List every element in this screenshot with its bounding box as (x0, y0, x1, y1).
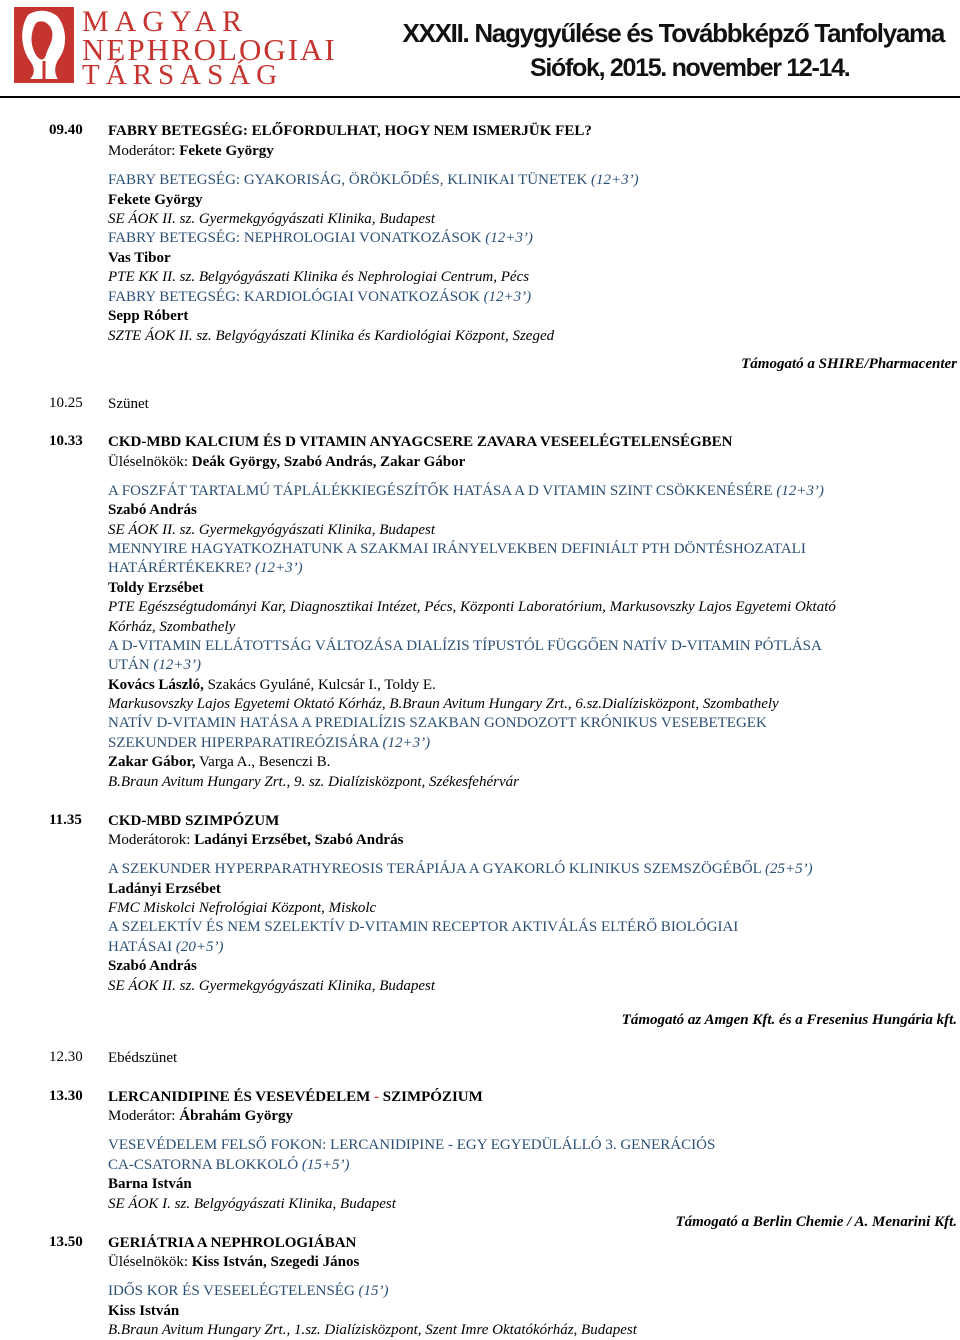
speaker-name: Fekete György (108, 192, 203, 208)
kidney-emblem-icon (14, 5, 76, 85)
session-title: CKD-MBD SZIMPÓZUM (108, 813, 280, 829)
conference-place-date: Siófok, 2015. november 12-14. (530, 54, 850, 82)
speakers-line: Kovács László, Szakács Gyuláné, Kulcsár I., Toldy E. (108, 677, 436, 693)
affiliation: SE ÁOK II. sz. Gyermekgyógyászati Klinika, Budapest (108, 522, 436, 538)
talk-title: IDŐS KOR ÉS VESEELÉGTELENSÉG (15’) (108, 1283, 389, 1299)
conference-title: XXXII. Nagygyűlése és Továbbképző Tanfolyama (402, 18, 944, 48)
talk-title: A SZELEKTÍV ÉS NEM SZELEKTÍV D-VITAMIN RECEPTOR AKTIVÁLÁS ELTÉRŐ BIOLÓGIAI (108, 919, 739, 935)
affiliation-cont: Kórház, Szombathely (108, 619, 236, 635)
affiliation: SE ÁOK II. sz. Gyermekgyógyászati Klinika, Budapest (108, 211, 436, 227)
talk-title: FABRY BETEGSÉG: KARDIOLÓGIAI VONATKOZÁSOK (12+3’) (108, 289, 532, 305)
sponsor-note: Támogató a SHIRE/Pharmacenter (741, 356, 957, 372)
session-title: FABRY BETEGSÉG: ELŐFORDULHAT, HOGY NEM ISMERJÜK FEL? (108, 123, 592, 139)
sponsor-note: Támogató az Amgen Kft. és a Fresenius Hungária kft. (621, 1012, 957, 1028)
logo-text-line-2: NEPHROLOGIAI (82, 32, 337, 67)
moderator-line: Moderátor: Ábrahám György (108, 1108, 293, 1124)
speaker-name: Ladányi Erzsébet (108, 881, 221, 897)
session-title: LERCANIDIPINE ÉS VESEVÉDELEM - SZIMPÓZIUM (108, 1089, 483, 1105)
speaker-name: Vas Tibor (108, 250, 171, 266)
break-label: Szünet (108, 396, 149, 412)
talk-title: FABRY BETEGSÉG: NEPHROLOGIAI VONATKOZÁSOK (12+3’) (108, 230, 533, 246)
affiliation: FMC Miskolci Nefrológiai Központ, Miskolc (108, 900, 377, 916)
moderator-line: Moderátorok: Ladányi Erzsébet, Szabó András (108, 832, 404, 848)
affiliation: SE ÁOK I. sz. Belgyógyászati Klinika, Budapest (108, 1196, 396, 1212)
affiliation: B.Braun Avitum Hungary Zrt., 1.sz. Dialízisközpont, Szent Imre Oktatókórház, Budapest (108, 1322, 637, 1338)
speaker-name: Toldy Erzsébet (108, 580, 204, 596)
moderator-line (108, 142, 274, 160)
talk-title: NATÍV D-VITAMIN HATÁSA A PREDIALÍZIS SZAKBAN GONDOZOTT KRÓNIKUS VESEBETEGEK (108, 715, 767, 731)
talk-title: A FOSZFÁT TARTALMÚ TÁPLÁLÉKKIEGÉSZÍTŐK HATÁSA A D VITAMIN SZINT CSÖKKENÉSÉRE (12+3’) (108, 483, 824, 499)
session-time: 11.35 (49, 812, 82, 828)
header-divider (0, 96, 960, 98)
moderator-name: Fekete György (179, 143, 274, 159)
speaker-name: Szabó András (108, 958, 197, 974)
talk-title: A SZEKUNDER HYPERPARATHYREOSIS TERÁPIÁJA A GYAKORLÓ KLINIKUS SZEMSZÖGÉBŐL (25+5’) (108, 861, 813, 877)
chairs-line: Üléselnökök: Kiss István, Szegedi János (108, 1254, 360, 1270)
sponsor-note: Támogató a Berlin Chemie / A. Menarini Kft. (675, 1214, 957, 1230)
affiliation: PTE KK II. sz. Belgyógyászati Klinika és Nephrologiai Centrum, Pécs (108, 269, 530, 285)
affiliation: SE ÁOK II. sz. Gyermekgyógyászati Klinika, Budapest (108, 978, 436, 994)
break-time: 10.25 (49, 395, 83, 411)
society-logo (14, 5, 364, 91)
session-time: 13.50 (49, 1234, 83, 1250)
talk-title-cont: CA-CSATORNA BLOKKOLÓ (15+5’) (108, 1157, 350, 1173)
logo-text-line-3: TÁRSASÁG (82, 59, 284, 91)
talk-title-cont: HATÁRÉRTÉKEKRE? (12+3’) (108, 560, 303, 576)
session-time: 10.33 (49, 433, 83, 449)
affiliation: PTE Egészségtudományi Kar, Diagnosztikai Intézet, Pécs, Központi Laboratórium, Markusovszky Lajos Egyetemi Oktató (108, 599, 836, 615)
speakers-line: Zakar Gábor, Varga A., Besenczi B. (108, 754, 331, 770)
affiliation: SZTE ÁOK II. sz. Belgyógyászati Klinika és Kardiológiai Központ, Szeged (108, 328, 555, 344)
speaker-name: Sepp Róbert (108, 308, 189, 324)
speaker-name: Kiss István (108, 1303, 180, 1319)
session-title: GERIÁTRIA A NEPHROLOGIÁBAN (108, 1235, 357, 1251)
talk-title: FABRY BETEGSÉG: GYAKORISÁG, ÖRÖKLŐDÉS, KLINIKAI TÜNETEK (12+3’) (108, 172, 639, 188)
speaker-name: Barna István (108, 1176, 192, 1192)
talk-title: MENNYIRE HAGYATKOZHATUNK A SZAKMAI IRÁNYELVEKBEN DEFINIÁLT PTH DÖNTÉSHOZATALI (108, 541, 806, 557)
affiliation: Markusovszky Lajos Egyetemi Oktató Kórház, B.Braun Avitum Hungary Zrt., 6.sz.Dialízisközpont, Szombathely (108, 696, 779, 712)
talk-title: A D-VITAMIN ELLÁTOTTSÁG VÁLTOZÁSA DIALÍZIS TÍPUSTÓL FÜGGŐEN NATÍV D-VITAMIN PÓTLÁSA (108, 638, 822, 654)
speaker-name: Szabó András (108, 502, 197, 518)
talk-title-cont: UTÁN (12+3’) (108, 657, 202, 673)
break-label: Ebédszünet (108, 1050, 178, 1066)
moderator-label: Moderátor: (108, 143, 176, 159)
talk-title-cont: SZEKUNDER HIPERPARATIREÓZISÁRA (12+3’) (108, 735, 431, 751)
page-header (0, 0, 960, 100)
session-time: 09.40 (49, 122, 83, 138)
talk-title: VESEVÉDELEM FELSŐ FOKON: LERCANIDIPINE - EGY EGYEDÜLÁLLÓ 3. GENERÁCIÓS (108, 1137, 716, 1153)
talk-title-cont: HATÁSAI (20+5’) (108, 939, 224, 955)
break-time: 12.30 (49, 1049, 83, 1065)
logo-text-line-1: MAGYAR (82, 5, 249, 38)
session-title: CKD-MBD KALCIUM ÉS D VITAMIN ANYAGCSERE ZAVARA VESEELÉGTELENSÉGBEN (108, 434, 733, 450)
session-time: 13.30 (49, 1088, 83, 1104)
chairs-line: Üléselnökök: Deák György, Szabó András, Zakar Gábor (108, 454, 466, 470)
affiliation: B.Braun Avitum Hungary Zrt., 9. sz. Dialízisközpont, Székesfehérvár (108, 774, 519, 790)
